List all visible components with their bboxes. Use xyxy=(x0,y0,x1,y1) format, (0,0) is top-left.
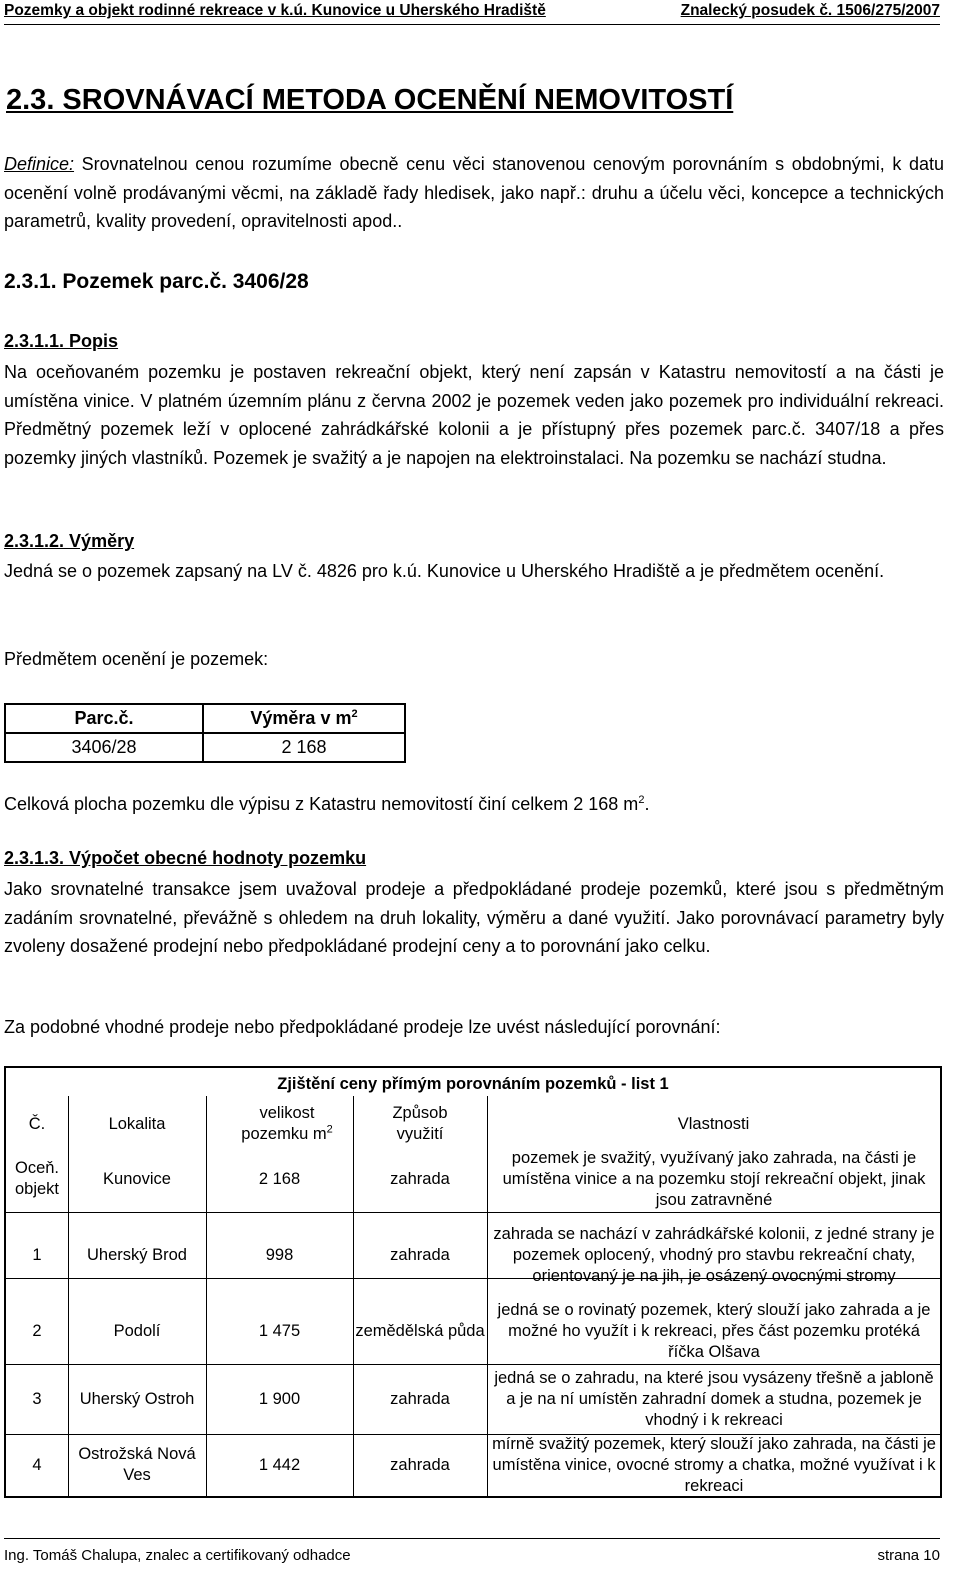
row0-use: zahrada xyxy=(390,1169,450,1188)
row2-no: 2 xyxy=(32,1321,42,1340)
row1-no: 1 xyxy=(32,1245,42,1264)
heading-2-3-1-1: 2.3.1.1. Popis xyxy=(4,331,119,351)
row2-location: Podolí xyxy=(113,1321,161,1340)
header-no: Č. xyxy=(28,1114,46,1133)
row2-properties: jedná se o rovinatý pozemek, který slouží jako zahrada a je možné ho využít i k rekreaci, přes část pozemku protéká říčka Olšava xyxy=(497,1300,931,1361)
row0-properties: pozemek je svažitý, využívaný jako zahrada, na části je umístěna vinice a na pozemku stojí rekreační objekt, jinak jsou zatravněné xyxy=(502,1148,926,1209)
row4-properties: mírně svažitý pozemek, který slouží jako zahrada, na části je umístěna vinice, ovocné stromy a chatka, možné využívat i k rekreaci xyxy=(492,1434,936,1495)
definition-text: Srovnatelnou cenou rozumíme obecně cenu věci stanovenou cenovým porovnáním s obdobnými, k datu ocenění volně prodávanými věcmi, na základě řady hledisek, jako např.: druhu a účelu věci, koncepce a technických parametrů, kvality provedení, opravitelnosti apod.. xyxy=(4,154,944,231)
area-parcel-value: 3406/28 xyxy=(5,733,203,762)
row2-use: zemědělská půda xyxy=(355,1321,485,1340)
header-use: Způsob využití xyxy=(392,1104,448,1143)
row1-location: Uherský Brod xyxy=(87,1245,187,1264)
row4-location: Ostrožská Nová Ves xyxy=(78,1445,196,1484)
area-paragraph: Jedná se o pozemek zapsaný na LV č. 4826 pro k.ú. Kunovice u Uherského Hradiště a je předmětem ocenění. xyxy=(4,561,885,581)
total-area-paragraph: Celková plocha pozemku dle výpisu z Katastru nemovitostí činí celkem 2 168 $m^2$. xyxy=(4,794,650,814)
row0-no: Oceň. objekt xyxy=(14,1159,60,1198)
area-intro: Předmětem ocenění je pozemek: xyxy=(4,649,269,669)
definition-label: Definice: xyxy=(4,154,75,174)
area-col-size: Výměra v $m^2$ xyxy=(203,704,405,733)
row0-size: 2 168 xyxy=(258,1169,301,1188)
area-table-header xyxy=(5,704,405,733)
row3-no: 3 xyxy=(32,1389,42,1408)
row1-use: zahrada xyxy=(390,1245,450,1264)
footer-page-number: strana 10 xyxy=(877,1547,940,1564)
description-paragraph: Na oceňovaném pozemku je postaven rekreační objekt, který není zapsán v Katastru nemovitostí a na části je umístěna vinice. V platném územním plánu z června 2002 je pozemek veden jako pozemek pro individuální rekreaci. Předmětný pozemek leží v oplocené zahrádkářské kolonii a je přístupný přes pozemek parc.č. 3407/18 a přes pozemky jiných vlastníků. Pozemek je svažitý a je napojen na elektroinstalaci. Na pozemku se nachází studna. xyxy=(4,362,944,468)
row4-size: 1 442 xyxy=(258,1455,301,1474)
row3-properties: jedná se o zahradu, na které jsou vysázeny třešně a jabloně a je na ní umístěn zahradní domek a studna, pozemek je vhodný i k rekreaci xyxy=(494,1368,934,1429)
header-properties: Vlastnosti xyxy=(677,1114,750,1133)
definition-paragraph xyxy=(4,150,944,236)
page-header xyxy=(4,2,940,25)
row4-no: 4 xyxy=(32,1455,42,1474)
row1-properties: zahrada se nachází v zahrádkářské kolonii, z jedné strany je pozemek oplocený, vhodný pro stavbu rekreační chaty, orientovaný je na jih, je osázený ovocnými stromy xyxy=(493,1224,935,1285)
area-table xyxy=(4,703,406,763)
row3-use: zahrada xyxy=(390,1389,450,1408)
heading-2-3-1: 2.3.1. Pozemek parc.č. 3406/28 xyxy=(4,270,309,293)
header-location: Lokalita xyxy=(108,1114,166,1133)
comparison-intro: Za podobné vhodné prodeje nebo předpokládané prodeje lze uvést následující porovnání: xyxy=(4,1017,721,1037)
table-row xyxy=(5,733,405,762)
heading-2-3-1-2: 2.3.1.2. Výměry xyxy=(4,531,135,551)
row3-location: Uherský Ostroh xyxy=(79,1389,195,1408)
valuation-paragraph: Jako srovnatelné transakce jsem uvažoval prodeje a předpokládané prodeje pozemků, které jsou s předmětným zadáním srovnatelné, převážně s ohledem na druh lokality, výměru a dané využití. Jako porovnávací parametry byly zvoleny dosažené prodejní nebo předpokládané prodejní ceny a to porovnání jako celku. xyxy=(4,879,944,956)
header-right: Znalecký posudek č. 1506/275/2007 xyxy=(680,2,940,19)
header-left: Pozemky a objekt rodinné rekreace v k.ú. Kunovice u Uherského Hradiště xyxy=(4,2,546,19)
section-title: 2.3. SROVNÁVACÍ METODA OCENĚNÍ NEMOVITOSTÍ xyxy=(6,84,734,116)
comparison-title: Zjištění ceny přímým porovnáním pozemků - list 1 xyxy=(277,1074,669,1093)
comparison-table xyxy=(4,1066,942,1498)
page-footer xyxy=(4,1538,940,1564)
footer-author: Ing. Tomáš Chalupa, znalec a certifikovaný odhadce xyxy=(4,1547,351,1564)
heading-2-3-1-3: 2.3.1.3. Výpočet obecné hodnoty pozemku xyxy=(4,848,367,868)
header-size: velikost pozemku $m^2$ xyxy=(241,1104,333,1143)
area-size-value: 2 168 xyxy=(203,733,405,762)
row4-use: zahrada xyxy=(390,1455,450,1474)
row0-location: Kunovice xyxy=(103,1169,171,1188)
area-col-parcel: Parc.č. xyxy=(5,704,203,733)
row3-size: 1 900 xyxy=(258,1389,301,1408)
row1-size: 998 xyxy=(265,1245,294,1264)
row2-size: 1 475 xyxy=(258,1321,301,1340)
